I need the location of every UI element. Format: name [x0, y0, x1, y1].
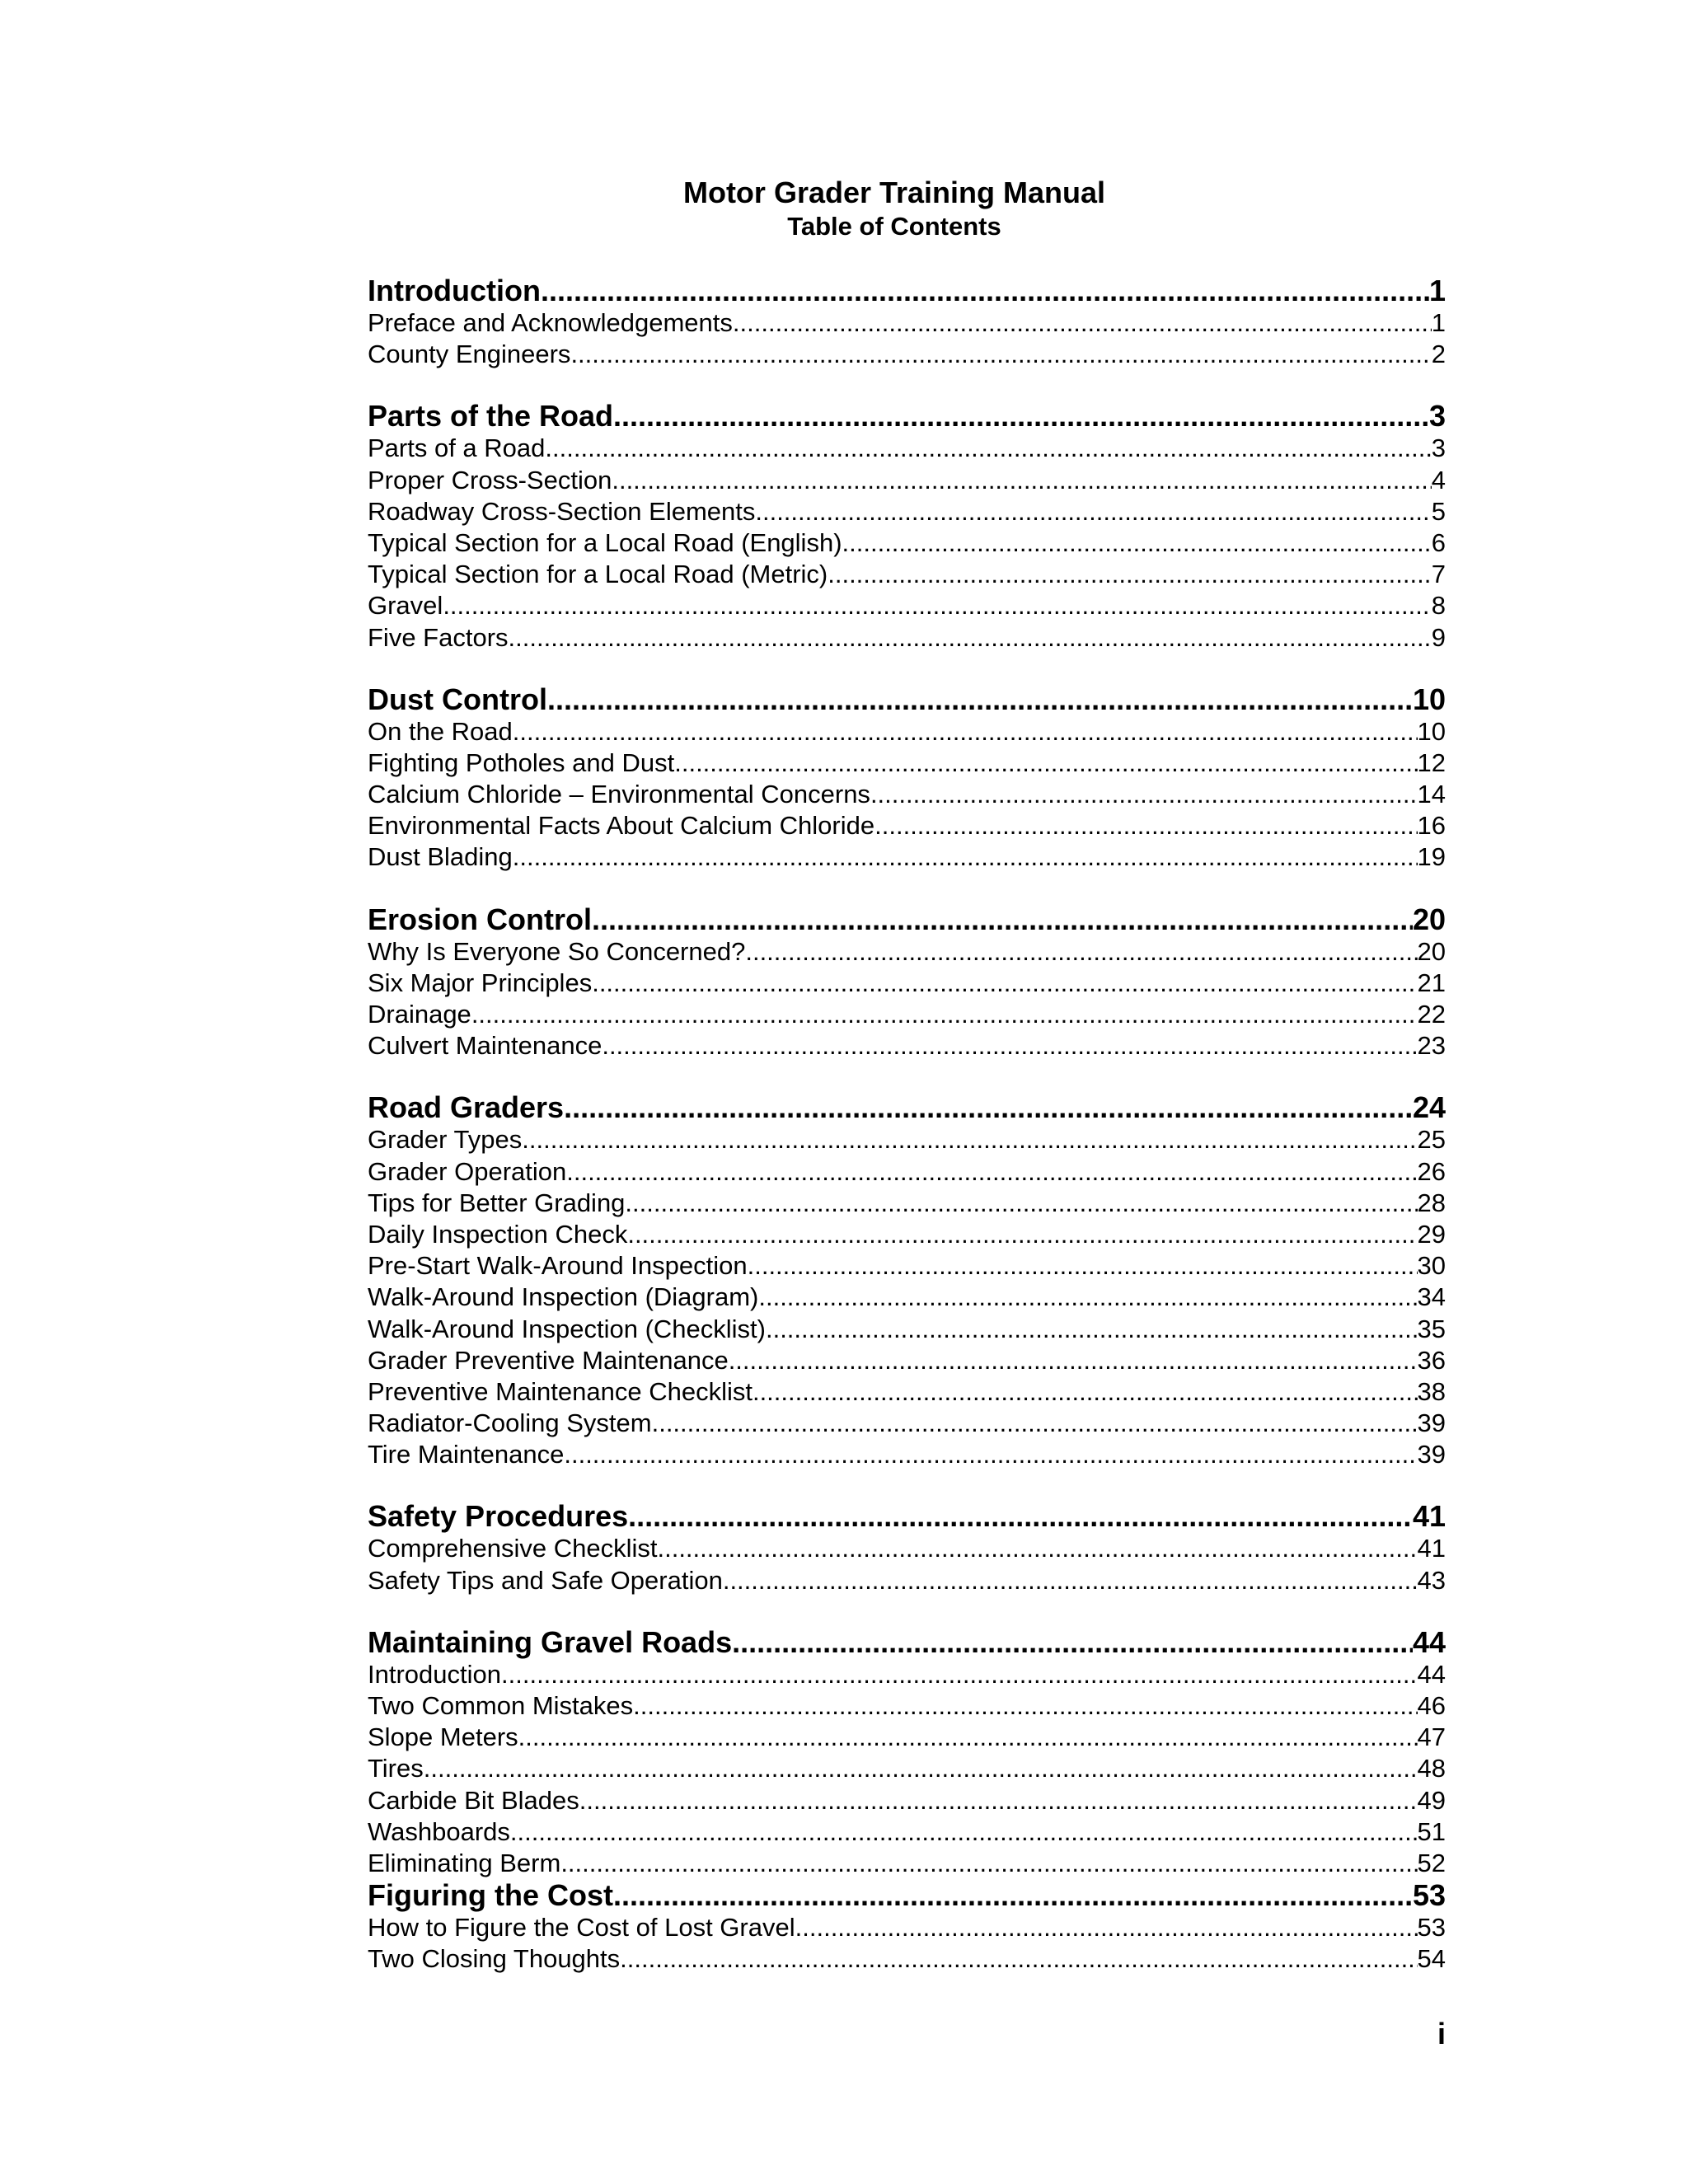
document-title: Motor Grader Training Manual [682, 176, 1106, 209]
toc-entry-label: Culvert Maintenance [368, 1031, 603, 1061]
dot-leader [625, 1188, 1417, 1219]
toc-entry-label: Dust Blading [368, 842, 513, 872]
toc-section-heading-page-number: 1 [1428, 274, 1446, 307]
toc-entry-page-number: 34 [1417, 1282, 1446, 1312]
toc-section [368, 274, 1446, 370]
toc-entry-page-number: 44 [1417, 1659, 1446, 1689]
dot-leader [874, 810, 1417, 841]
toc-entry-page-number: 9 [1431, 622, 1446, 652]
toc-entry-page-number: 39 [1417, 1440, 1446, 1469]
toc-entry-label: Parts of a Road [368, 434, 546, 463]
toc-entry-label: Grader Operation [368, 1156, 567, 1186]
toc-section-heading-page-number: 44 [1412, 1625, 1446, 1659]
toc-entry [368, 1722, 1446, 1753]
toc-entry [368, 1690, 1446, 1722]
toc-entry-page-number: 41 [1417, 1534, 1446, 1563]
toc-entry-page-number: 26 [1417, 1156, 1446, 1186]
toc-entry-label: County Engineers [368, 340, 571, 369]
toc-entry [368, 339, 1446, 370]
toc-section-heading-page-number: 3 [1428, 400, 1446, 434]
toc-entry-label: Preventive Maintenance Checklist [368, 1376, 753, 1406]
dot-leader [471, 999, 1418, 1030]
toc-entry [368, 1282, 1446, 1313]
toc-section [368, 1879, 1446, 1975]
toc-entry-page-number: 21 [1417, 968, 1446, 997]
dot-leader [842, 527, 1432, 559]
toc-entry [368, 1156, 1446, 1188]
dot-leader [674, 748, 1417, 779]
dot-leader [828, 559, 1432, 590]
dot-leader [633, 1690, 1417, 1722]
toc-entry-label: Gravel [368, 591, 443, 621]
toc-entry-page-number: 1 [1431, 308, 1446, 337]
toc-entry-label: Fighting Potholes and Dust [368, 748, 675, 777]
toc-entry-label: Two Common Mistakes [368, 1691, 634, 1720]
toc-entry-label: Walk-Around Inspection (Diagram) [368, 1282, 759, 1312]
toc-entry-page-number: 30 [1417, 1251, 1446, 1281]
toc-section [368, 400, 1446, 653]
toc-section-heading-label: Road Graders [368, 1091, 565, 1125]
dot-leader [547, 683, 1413, 716]
dot-leader [592, 903, 1413, 936]
toc-entry [368, 748, 1446, 779]
toc-entry-label: Tires [368, 1754, 424, 1783]
toc-entry-label: Safety Tips and Safe Operation [368, 1565, 723, 1595]
dot-leader [612, 465, 1431, 496]
toc-entry [368, 1533, 1446, 1564]
dot-leader [560, 1848, 1417, 1879]
dot-leader [564, 1439, 1417, 1470]
toc-entry-page-number: 35 [1417, 1314, 1446, 1343]
toc-entry-page-number: 2 [1431, 340, 1446, 369]
toc-entry-label: Introduction [368, 1659, 501, 1689]
toc-entry [368, 1943, 1446, 1975]
dot-leader [443, 590, 1431, 621]
toc-entry-page-number: 6 [1431, 527, 1446, 557]
dot-leader [733, 307, 1432, 339]
toc-section-heading [368, 1879, 1446, 1912]
toc-entry-page-number: 8 [1431, 591, 1446, 621]
toc-entry-page-number: 7 [1431, 560, 1446, 589]
toc-entry [368, 496, 1446, 527]
dot-leader [870, 779, 1418, 810]
toc-section-heading-label: Dust Control [368, 682, 547, 716]
toc-entry-label: Grader Types [368, 1125, 523, 1155]
toc-entry-page-number: 22 [1417, 1000, 1446, 1029]
dot-leader [566, 1156, 1417, 1188]
dot-leader [541, 274, 1429, 307]
toc-section-heading-label: Introduction [368, 274, 541, 307]
toc-entry-label: Washboards [368, 1816, 510, 1846]
dot-leader [613, 400, 1429, 433]
toc-section-heading-page-number: 24 [1412, 1091, 1446, 1125]
toc-entry [368, 1408, 1446, 1439]
toc-entry [368, 1124, 1446, 1155]
toc-entry-page-number: 23 [1417, 1031, 1446, 1061]
toc-entry-page-number: 39 [1417, 1408, 1446, 1438]
toc-section-heading-page-number: 41 [1412, 1500, 1446, 1534]
toc-entry-page-number: 3 [1431, 434, 1446, 463]
toc-entry [368, 716, 1446, 748]
toc-entry [368, 968, 1446, 999]
toc-entry [368, 1659, 1446, 1690]
toc-section [368, 683, 1446, 874]
dot-leader [652, 1408, 1418, 1439]
toc-entry [368, 307, 1446, 339]
toc-entry [368, 810, 1446, 841]
toc-entry-page-number: 36 [1417, 1345, 1446, 1375]
dot-leader [748, 1250, 1418, 1282]
toc-entry-label: Slope Meters [368, 1722, 518, 1752]
toc-section-heading-label: Parts of the Road [368, 400, 614, 434]
dot-leader [620, 1943, 1417, 1975]
toc-entry [368, 1345, 1446, 1376]
toc-entry [368, 465, 1446, 496]
dot-leader [570, 339, 1431, 370]
dot-leader [518, 1722, 1418, 1753]
dot-leader [755, 496, 1431, 527]
dot-leader [509, 622, 1432, 654]
toc-entry-label: Tips for Better Grading [368, 1188, 626, 1217]
dot-leader [628, 1500, 1413, 1533]
toc-entry-label: Why Is Everyone So Concerned? [368, 936, 746, 966]
toc-entry-page-number: 53 [1417, 1913, 1446, 1943]
toc-section [368, 1626, 1446, 1879]
toc-entry-label: Environmental Facts About Calcium Chloride [368, 811, 875, 841]
toc-entry-label: Calcium Chloride – Environmental Concerns [368, 780, 870, 809]
dot-leader [745, 936, 1417, 968]
toc-entry [368, 559, 1446, 590]
toc-section-heading [368, 400, 1446, 433]
dot-leader [501, 1659, 1418, 1690]
toc-entry-page-number: 19 [1417, 842, 1446, 872]
dot-leader [513, 716, 1418, 748]
dot-leader [545, 433, 1431, 464]
toc-entry-page-number: 20 [1417, 936, 1446, 966]
toc-section [368, 903, 1446, 1062]
toc-entry-label: Five Factors [368, 622, 509, 652]
toc-entry-label: Comprehensive Checklist [368, 1534, 658, 1563]
toc-entry [368, 433, 1446, 464]
dot-leader [513, 841, 1418, 873]
toc-entry-page-number: 54 [1417, 1944, 1446, 1974]
toc-entry-label: Two Closing Thoughts [368, 1944, 621, 1974]
toc-entry-page-number: 29 [1417, 1219, 1446, 1249]
toc-entry-page-number: 25 [1417, 1125, 1446, 1155]
toc-entry-page-number: 51 [1417, 1816, 1446, 1846]
toc-entry-label: Carbide Bit Blades [368, 1785, 579, 1815]
dot-leader [723, 1565, 1418, 1596]
toc-section-heading [368, 1626, 1446, 1659]
toc-section-heading-page-number: 53 [1412, 1879, 1446, 1913]
toc-entry-page-number: 12 [1417, 748, 1446, 777]
toc-entry-label: Drainage [368, 1000, 471, 1029]
toc-entry-page-number: 43 [1417, 1565, 1446, 1595]
dot-leader [732, 1626, 1413, 1659]
toc-entry-label: Eliminating Berm [368, 1848, 561, 1877]
toc-entry-label: On the Road [368, 716, 513, 746]
toc-section-heading-label: Maintaining Gravel Roads [368, 1625, 733, 1659]
dot-leader [657, 1533, 1417, 1564]
toc-entry [368, 1219, 1446, 1250]
dot-leader [766, 1314, 1418, 1345]
footer-page-number: i [1437, 2017, 1446, 2050]
dot-leader [564, 1091, 1413, 1124]
toc-entry-label: Typical Section for a Local Road (Metric) [368, 560, 828, 589]
toc-entry-page-number: 49 [1417, 1785, 1446, 1815]
toc-entry [368, 1376, 1446, 1408]
toc-entry [368, 1816, 1446, 1848]
toc-entry-page-number: 28 [1417, 1188, 1446, 1217]
toc-section-heading-page-number: 20 [1412, 902, 1446, 936]
dot-leader [758, 1282, 1417, 1313]
toc-entry-label: Walk-Around Inspection (Checklist) [368, 1314, 766, 1343]
toc-entry-label: Grader Preventive Maintenance [368, 1345, 729, 1375]
toc-section [368, 1091, 1446, 1470]
toc-entry-page-number: 10 [1417, 716, 1446, 746]
toc-section-heading-page-number: 10 [1412, 682, 1446, 716]
toc-entry-label: Proper Cross-Section [368, 465, 612, 494]
toc-entry [368, 1188, 1446, 1219]
toc-entry-page-number: 46 [1417, 1691, 1446, 1720]
toc-entry-page-number: 16 [1417, 811, 1446, 841]
toc-entry [368, 1250, 1446, 1282]
toc-entry [368, 1030, 1446, 1062]
toc-entry [368, 1753, 1446, 1784]
toc-section-heading [368, 1091, 1446, 1124]
toc-entry [368, 779, 1446, 810]
toc-section-heading [368, 903, 1446, 936]
dot-leader [510, 1816, 1418, 1848]
table-of-contents [368, 274, 1446, 1975]
toc-entry-label: Radiator-Cooling System [368, 1408, 652, 1438]
toc-entry-page-number: 5 [1431, 496, 1446, 526]
toc-entry [368, 590, 1446, 621]
toc-section-heading-label: Safety Procedures [368, 1500, 629, 1534]
toc-entry [368, 1848, 1446, 1879]
toc-entry-label: How to Figure the Cost of Lost Gravel [368, 1913, 795, 1943]
toc-section-heading [368, 274, 1446, 307]
toc-entry-label: Six Major Principles [368, 968, 593, 997]
document-subtitle: Table of Contents [787, 212, 1001, 241]
toc-section-heading [368, 683, 1446, 716]
toc-entry-label: Daily Inspection Check [368, 1219, 628, 1249]
toc-entry [368, 999, 1446, 1030]
toc-entry-page-number: 52 [1417, 1848, 1446, 1877]
toc-entry [368, 1912, 1446, 1943]
toc-entry [368, 622, 1446, 654]
dot-leader [579, 1785, 1418, 1816]
dot-leader [592, 968, 1417, 999]
toc-entry [368, 841, 1446, 873]
toc-entry-page-number: 48 [1417, 1754, 1446, 1783]
dot-leader [602, 1030, 1417, 1062]
toc-entry-page-number: 47 [1417, 1722, 1446, 1752]
dot-leader [522, 1124, 1417, 1155]
toc-entry [368, 1439, 1446, 1470]
toc-entry-label: Preface and Acknowledgements [368, 308, 733, 337]
toc-entry-page-number: 4 [1431, 465, 1446, 494]
toc-entry [368, 936, 1446, 968]
toc-entry [368, 1314, 1446, 1345]
toc-entry-page-number: 14 [1417, 780, 1446, 809]
toc-entry-label: Pre-Start Walk-Around Inspection [368, 1251, 748, 1281]
toc-entry-label: Typical Section for a Local Road (English) [368, 527, 842, 557]
toc-section-heading [368, 1500, 1446, 1533]
toc-entry-label: Roadway Cross-Section Elements [368, 496, 756, 526]
toc-entry [368, 1785, 1446, 1816]
toc-entry-label: Tire Maintenance [368, 1440, 565, 1469]
dot-leader [795, 1912, 1418, 1943]
dot-leader [627, 1219, 1417, 1250]
toc-entry [368, 527, 1446, 559]
toc-section-heading-label: Erosion Control [368, 902, 592, 936]
toc-section [368, 1500, 1446, 1596]
toc-entry [368, 1565, 1446, 1596]
toc-entry-page-number: 38 [1417, 1376, 1446, 1406]
dot-leader [424, 1753, 1418, 1784]
toc-section-heading-label: Figuring the Cost [368, 1879, 613, 1913]
dot-leader [613, 1879, 1413, 1912]
dot-leader [753, 1376, 1418, 1408]
dot-leader [729, 1345, 1418, 1376]
